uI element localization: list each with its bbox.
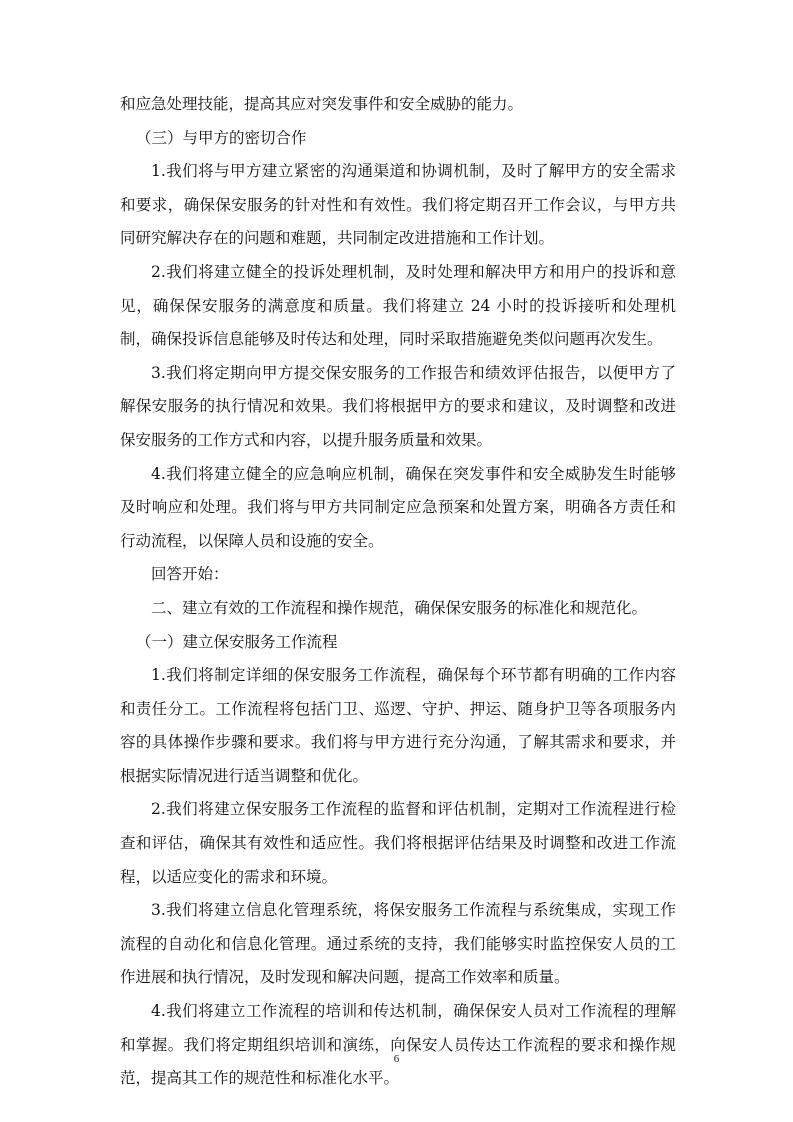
paragraph-item-1: 1.我们将与甲方建立紧密的沟通渠道和协调机制，及时了解甲方的安全需求和要求，确保保安服务的针对性和有效性。我们将定期召开工作会议，与甲方共同研究解决存在的问题和难题，共同制定改进措施和工作计划。 [120,162,676,248]
paragraph-item-2: 2.我们将建立健全的投诉处理机制，及时处理和解决甲方和用户的投诉和意见，确保保安服务的满意度和质量。我们将建立 24 小时的投诉接听和处理机制，确保投诉信息能够及时传达和处理，同时采取措施避免类似问题再次发生。 [120,262,676,349]
subsection-heading-workflow: （一）建立保安服务工作流程 [136,632,338,651]
section-heading-cooperation: （三）与甲方的密切合作 [136,128,307,147]
paragraph-workflow-3: 3.我们将建立信息化管理系统，将保安服务工作流程与系统集成，实现工作流程的自动化和信息化管理。通过系统的支持，我们能够实时监控保安人员的工作进展和执行情况，及时发现和解决问题，提高工作效率和质量。 [120,901,676,987]
paragraph-item-3: 3.我们将定期向甲方提交保安服务的工作报告和绩效评估报告，以便甲方了解保安服务的执行情况和效果。我们将根据甲方的要求和建议，及时调整和改进保安服务的工作方式和内容，以提升服务质量和效果。 [120,363,676,449]
paragraph-workflow-4: 4.我们将建立工作流程的培训和传达机制，确保保安人员对工作流程的理解和掌握。我们将定期组织培训和演练，向保安人员传达工作流程的要求和操作规范，提高其工作的规范性和标准化水平。 [120,1002,676,1088]
paragraph-workflow-2: 2.我们将建立保安服务工作流程的监督和评估机制，定期对工作流程进行检查和评估，确保其有效性和适应性。我们将根据评估结果及时调整和改进工作流程，以适应变化的需求和环境。 [120,800,676,886]
section-heading-workflow: 二、建立有效的工作流程和操作规范，确保保安服务的标准化和规范化。 [151,598,648,617]
answer-start-label: 回答开始： [151,565,229,584]
page-number: 6 [393,1053,400,1065]
paragraph-continuation: 和应急处理技能，提高其应对突发事件和安全威胁的能力。 [120,95,524,113]
paragraph-workflow-1: 1.我们将制定详细的保安服务工作流程，确保每个环节都有明确的工作内容和责任分工。工作流程将包括门卫、巡逻、守护、押运、随身护卫等各项服务内容的具体操作步骤和要求。我们将与甲方进行充分沟通，了解其需求和要求，并根据实际情况进行适当调整和优化。 [120,666,676,785]
paragraph-item-4: 4.我们将建立健全的应急响应机制，确保在突发事件和安全威胁发生时能够及时响应和处理。我们将与甲方共同制定应急预案和处置方案，明确各方责任和行动流程，以保障人员和设施的安全。 [120,464,676,550]
page-body [120,88,676,1096]
